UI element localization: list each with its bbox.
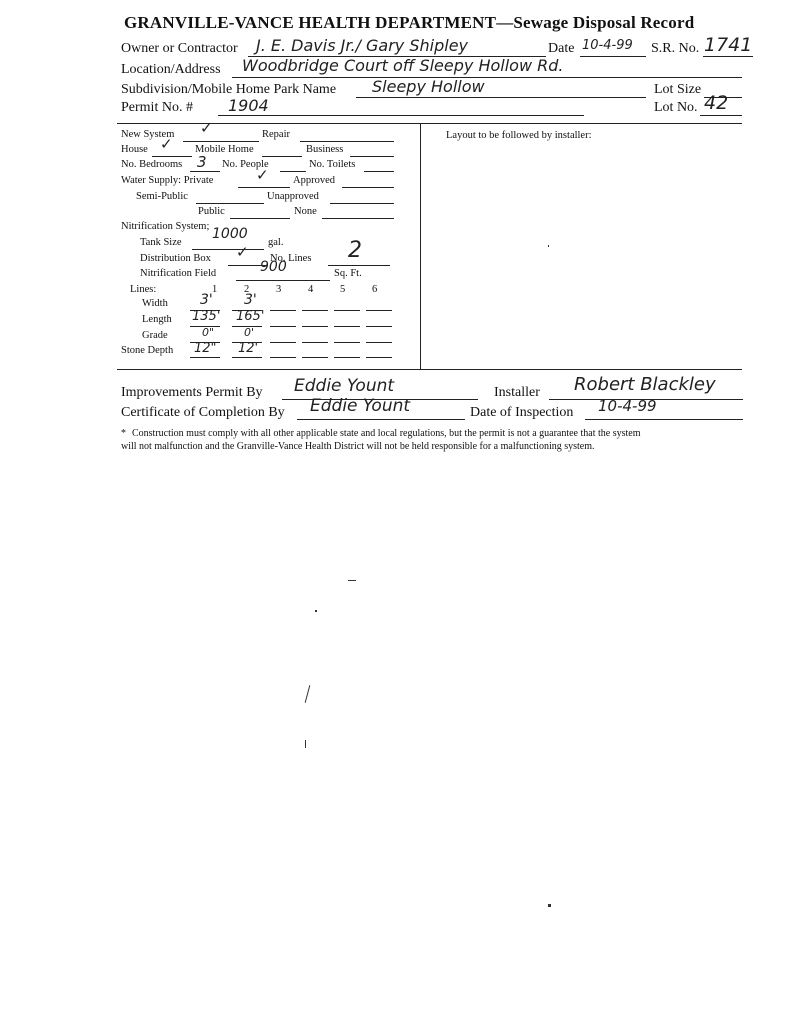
date-value: 10-4-99 (582, 38, 633, 53)
distribution-box-label: Distribution Box (140, 253, 211, 264)
none-label: None (294, 206, 317, 217)
semi-public-label: Semi-Public (136, 191, 188, 202)
footnote-line1: Construction must comply with all other applicable state and local regulations, but the permit is not a guarantee that the system (132, 428, 641, 439)
length-line2: 165' (236, 309, 265, 324)
length-label: Length (142, 314, 172, 325)
house-label: House (121, 144, 148, 155)
certificate-label: Certificate of Completion By (121, 405, 285, 420)
permit-label: Permit No. # (121, 100, 193, 115)
line-number-6: 6 (372, 284, 378, 295)
nitrification-field-label: Nitrification Field (140, 268, 217, 279)
width-line2: 3' (244, 292, 257, 308)
water-supply-label: Water Supply: Private (121, 175, 214, 186)
location-label: Location/Address (121, 62, 221, 77)
owner-value: J. E. Davis Jr./ Gary Shipley (256, 36, 469, 55)
water-private-check: ✓ (256, 166, 269, 184)
improvements-permit-label: Improvements Permit By (121, 385, 263, 400)
toilets-label: No. Toilets (309, 159, 356, 170)
grade-line1: 0" (202, 326, 215, 339)
installer-value: Robert Blackley (574, 374, 716, 395)
installer-label: Installer (494, 385, 540, 400)
sr-value: 1741 (704, 34, 753, 56)
subdivision-label: Subdivision/Mobile Home Park Name (121, 82, 337, 97)
house-check: ✓ (160, 135, 173, 153)
line-number-1: 1 (212, 284, 218, 295)
footnote-line2: will not malfunction and the Granville-Vance Health District will not be held responsible for a malfunctioning system. (121, 441, 595, 452)
permit-value: 1904 (228, 96, 269, 115)
grade-line2: 0' (244, 326, 255, 339)
nitrification-field-value: 900 (260, 259, 287, 275)
public-label: Public (198, 206, 225, 217)
distribution-box-check: ✓ (236, 243, 249, 261)
stone-line2: 12' (238, 341, 259, 356)
bedrooms-label: No. Bedrooms (121, 159, 183, 170)
repair-label: Repair (262, 129, 290, 140)
sqft-label: Sq. Ft. (334, 268, 362, 279)
line-number-4: 4 (308, 284, 314, 295)
grade-label: Grade (142, 330, 168, 341)
gal-label: gal. (268, 237, 284, 248)
width-line1: 3' (200, 292, 213, 308)
document-title: GRANVILLE-VANCE HEALTH DEPARTMENT—Sewage Disposal Record (124, 13, 695, 32)
lot-size-label: Lot Size (654, 82, 702, 97)
certificate-value: Eddie Yount (310, 396, 411, 416)
improvements-permit-value: Eddie Yount (294, 376, 395, 396)
lot-no-label: Lot No. (654, 100, 698, 115)
line-number-2: 2 (244, 284, 250, 295)
date-label: Date (548, 41, 575, 56)
stone-line1: 12" (194, 341, 217, 356)
new-system-check: ✓ (200, 119, 213, 137)
unapproved-label: Unapproved (267, 191, 319, 202)
lines-label: Lines: (130, 284, 157, 295)
nitrification-system-label: Nitrification System; (121, 221, 210, 232)
footnote-star: * (121, 428, 126, 439)
line-number-3: 3 (276, 284, 282, 295)
no-lines-label: No. Lines (270, 253, 312, 264)
business-label: Business (306, 144, 344, 155)
subdivision-value: Sleepy Hollow (372, 77, 485, 96)
bedrooms-value: 3 (197, 153, 207, 171)
width-label: Width (142, 298, 168, 309)
tank-size-label: Tank Size (140, 237, 182, 248)
sr-label: S.R. No. (651, 41, 700, 56)
no-lines-value: 2 (348, 238, 362, 263)
location-value: Woodbridge Court off Sleepy Hollow Rd. (242, 56, 564, 75)
tank-size-value: 1000 (212, 226, 248, 242)
inspection-date-value: 10-4-99 (598, 397, 657, 415)
approved-label: Approved (293, 175, 335, 186)
line-number-5: 5 (340, 284, 346, 295)
stone-depth-label: Stone Depth (121, 345, 174, 356)
inspection-date-label: Date of Inspection (470, 405, 574, 420)
people-label: No. People (222, 159, 269, 170)
layout-label: Layout to be followed by installer: (446, 130, 592, 141)
new-system-label: New System (121, 129, 175, 140)
length-line1: 135' (192, 309, 221, 324)
mobile-home-label: Mobile Home (195, 144, 254, 155)
lot-no-value: 42 (704, 92, 729, 114)
owner-label: Owner or Contractor (121, 41, 238, 56)
